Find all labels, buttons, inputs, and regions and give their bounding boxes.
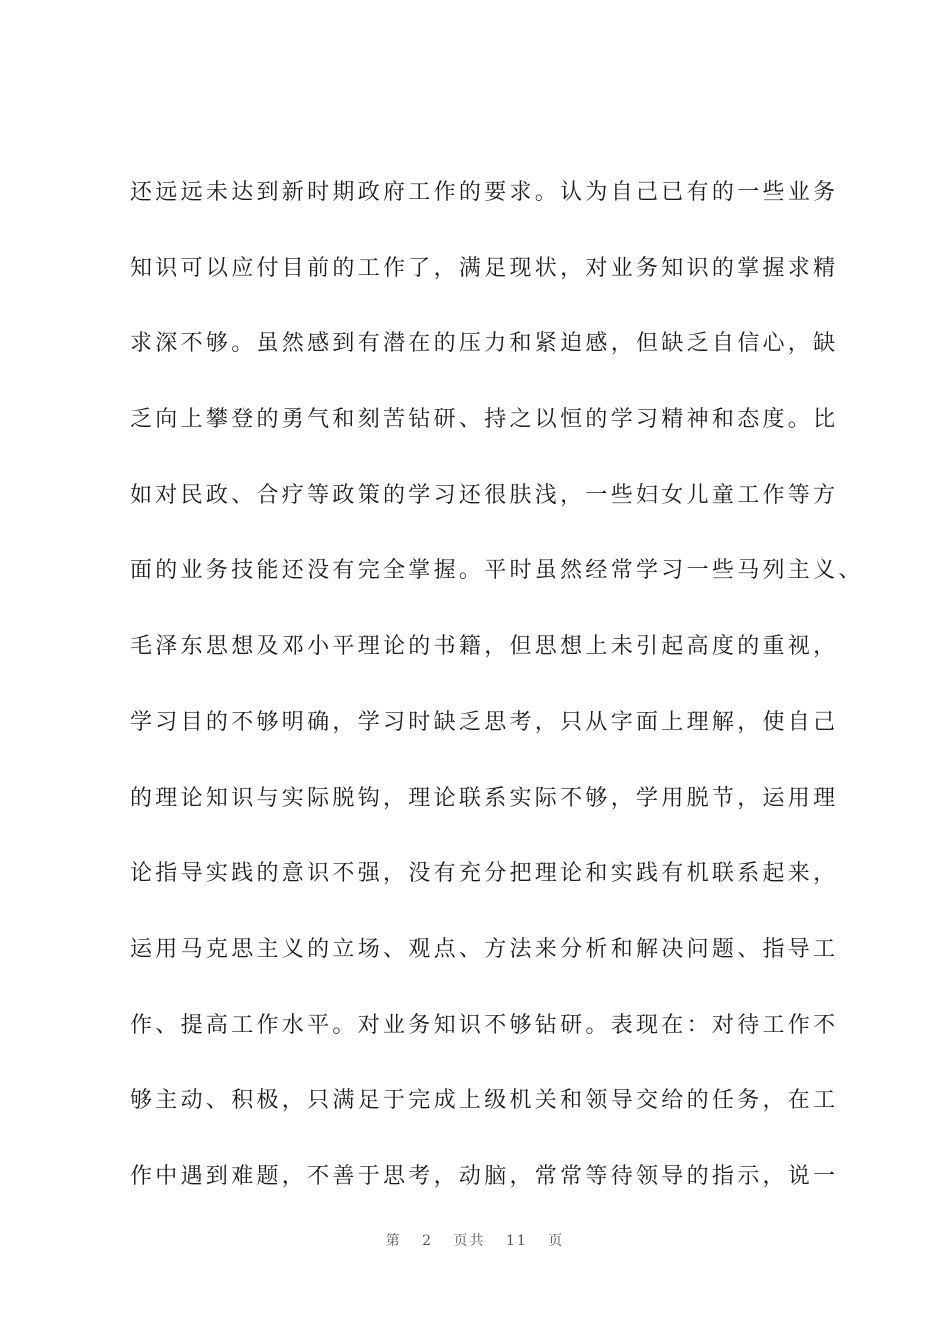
text-line: 毛泽东思想及邓小平理论的书籍，但思想上未引起高度的重视，	[130, 634, 839, 660]
text-line: 的理论知识与实际脱钩，理论联系实际不够，学用脱节，运用理	[130, 785, 839, 811]
text-line: 论指导实践的意识不强，没有充分把理论和实践有机联系起来，	[130, 861, 839, 887]
text-line: 作、提高工作水平。对业务知识不够钻研。表现在：对待工作不	[130, 1012, 839, 1038]
page-label-mid: 页共	[453, 1233, 486, 1249]
text-line: 运用马克思主义的立场、观点、方法来分析和解决问题、指导工	[130, 936, 839, 962]
page-footer	[0, 1230, 950, 1250]
text-line: 知识可以应付目前的工作了，满足现状，对业务知识的掌握求精	[130, 255, 839, 281]
text-line: 还远远未达到新时期政府工作的要求。认为自己已有的一些业务	[130, 180, 839, 205]
text-line: 作中遇到难题，不善于思考，动脑，常常等待领导的指示，说一	[130, 1163, 839, 1189]
text-line: 够主动、积极，只满足于完成上级机关和领导交给的任务，在工	[130, 1088, 839, 1114]
text-line: 面的业务技能还没有完全掌握。平时虽然经常学习一些马列主义、	[130, 558, 864, 584]
page-label-suffix: 页	[548, 1233, 565, 1249]
body-text	[130, 171, 864, 1231]
text-line: 求深不够。虽然感到有潜在的压力和紧迫感，但缺乏自信心，缺	[130, 331, 839, 357]
text-line: 学习目的不够明确，学习时缺乏思考，只从字面上理解，使自己	[130, 709, 839, 735]
text-line: 乏向上攀登的勇气和刻苦钻研、持之以恒的学习精神和态度。比	[130, 407, 839, 433]
page-label-prefix: 第	[385, 1233, 402, 1249]
total-pages-number: 11	[506, 1233, 528, 1249]
text-line: 如对民政、合疗等政策的学习还很肤浅，一些妇女儿童工作等方	[130, 482, 839, 508]
current-page-number: 2	[422, 1233, 434, 1249]
